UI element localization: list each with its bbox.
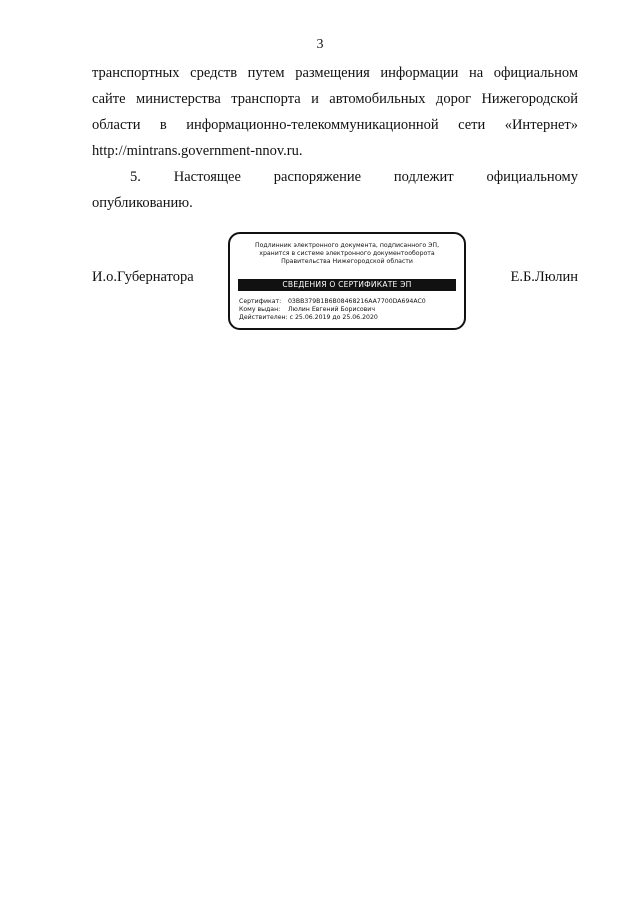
paragraph-line: 5. Настоящее распоряжение подлежит официальному [130, 169, 578, 185]
certificate-value: 03BB379B1B6B08468216AA7700DA694AC0 [287, 298, 426, 305]
stamp-header-line: Подлинник электронного документа, подписанного ЭП, [254, 242, 440, 249]
issued-to-value: Люлин Евгений Борисович [287, 306, 375, 313]
stamp-header [230, 242, 464, 266]
issued-to-label: Кому выдан: [239, 306, 281, 313]
stamp-certificate-band: СВЕДЕНИЯ О СЕРТИФИКАТЕ ЭП [238, 279, 456, 291]
paragraph-line: транспортных средств путем размещения информации на официальном [92, 65, 578, 81]
stamp-details [239, 298, 426, 322]
electronic-signature-stamp [228, 232, 466, 330]
certificate-row [239, 298, 426, 306]
stamp-header-line: Правительства Нижегородской области [281, 258, 413, 265]
certificate-label: Сертификат: [239, 298, 282, 305]
signatory-name: Е.Б.Люлин [510, 269, 578, 285]
validity-row: Действителен: с 25.06.2019 до 25.06.2020 [239, 314, 378, 321]
item-5-paragraph [92, 164, 578, 216]
stamp-header-line: хранится в системе электронного документооборота [259, 250, 435, 257]
issued-to-row [239, 306, 426, 314]
body-paragraph [92, 60, 578, 164]
paragraph-line: области в информационно-телекоммуникационной сети «Интернет» [92, 117, 578, 133]
ministry-url: http://mintrans.government-nnov.ru. [92, 143, 303, 159]
paragraph-line: сайте министерства транспорта и автомобильных дорог Нижегородской [92, 91, 578, 107]
page-number: 3 [316, 37, 324, 52]
paragraph-line: опубликованию. [92, 195, 193, 211]
signatory-title: И.о.Губернатора [92, 269, 194, 285]
